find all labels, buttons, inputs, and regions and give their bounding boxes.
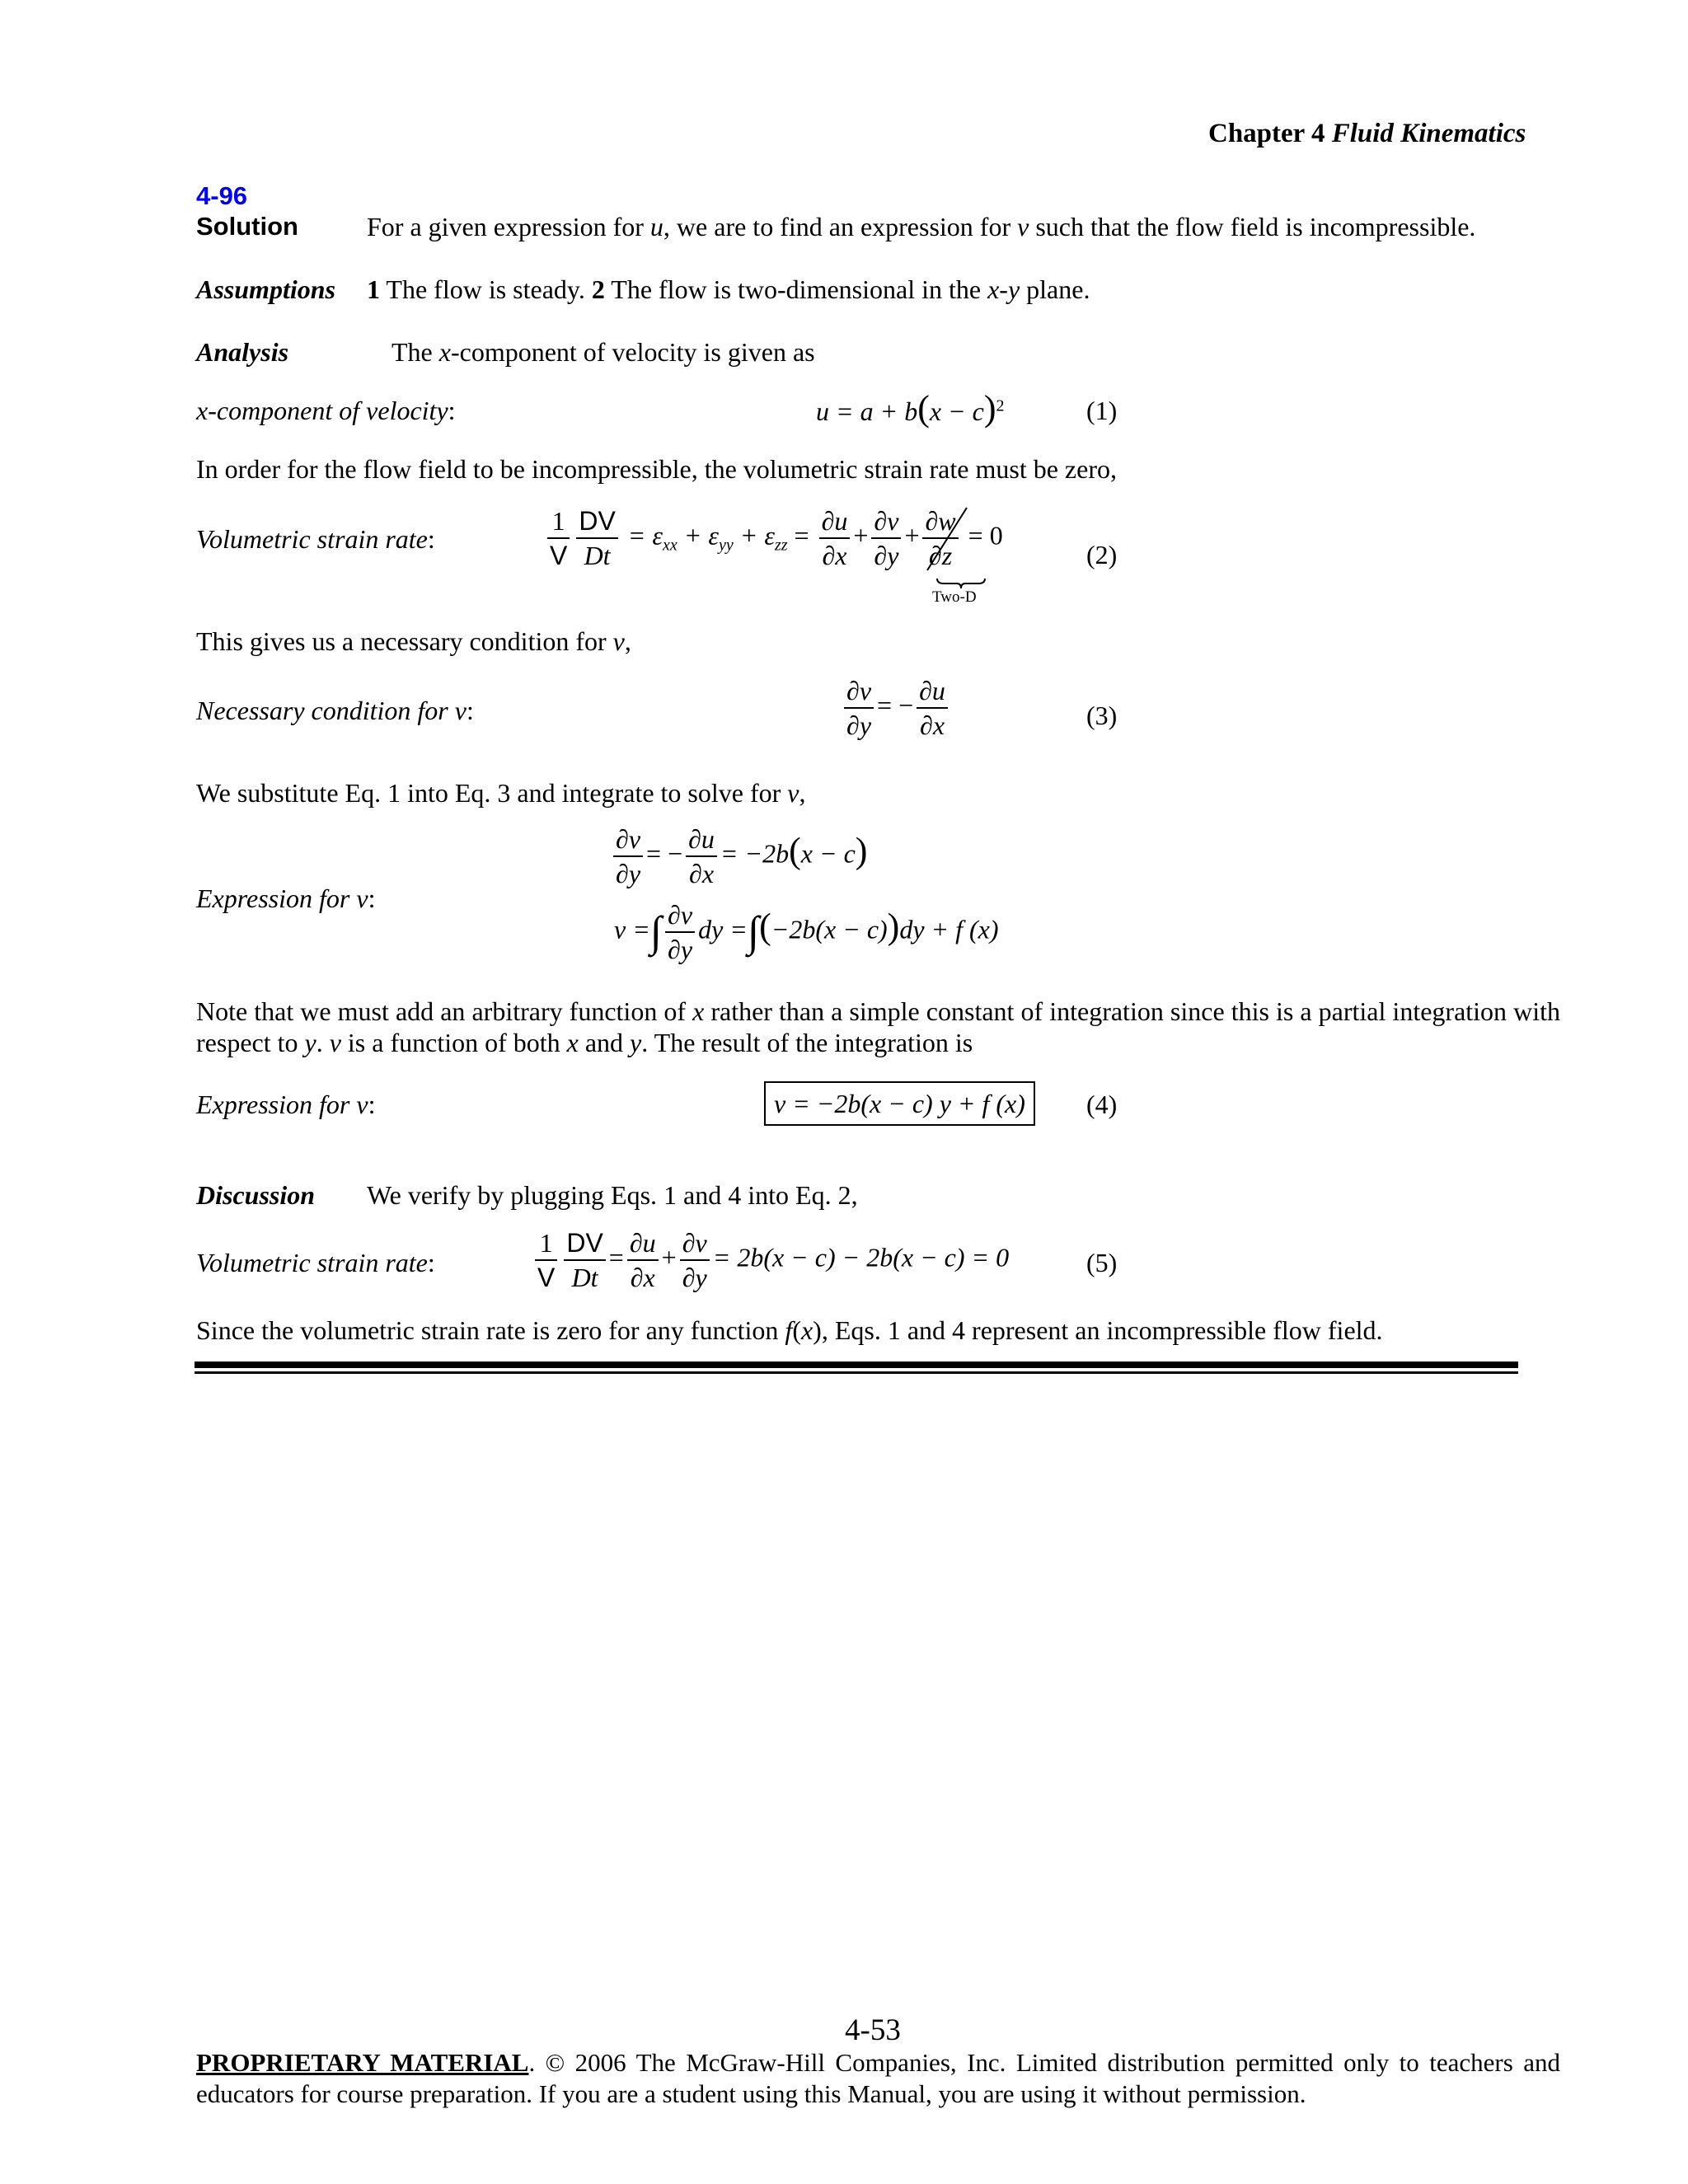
paragraph-incompressible: In order for the flow field to be incompressible, the volumetric strain rate must be zero,: [196, 454, 1117, 484]
proprietary-label: PROPRIETARY MATERIAL: [196, 2048, 529, 2077]
problem-number: 4-96: [196, 181, 248, 210]
equation-1: $u = a + b(x - c)^2$: [816, 388, 1005, 429]
crossed-term: $\frac{\partial w}{\partial z}$: [922, 504, 958, 572]
eq1-label: x-component of velocity:: [196, 396, 456, 425]
eq3-label: Necessary condition for v:: [196, 696, 474, 725]
footer-text: PROPRIETARY MATERIAL. © 2006 The McGraw-Hill Companies, Inc. Limited distribution permitted only to teachers and educators for course preparation. If you are a student using this Manual, you are using it without permission.: [196, 2048, 1560, 2108]
eq4-number: (4): [1086, 1090, 1118, 1119]
boxed-result: v = −2b(x − c) y + f (x): [764, 1081, 1035, 1126]
solution-text: For a given expression for u, we are to find an expression for v such that the flow field is incompressible.: [367, 212, 1476, 241]
expression-line-2: v =∫ $\frac{\partial v}{\partial y}$ dy =∫(−2b(x − c))dy + f (x): [614, 900, 999, 964]
paragraph-note: Note that we must add an arbitrary function of x rather than a simple constant of integration since this is a partial integration with respect to y. v is a function of both x and y. The result of the integration is: [196, 996, 1561, 1057]
assumptions-label: Assumptions: [196, 274, 335, 304]
eq4-label: Expression for v:: [196, 1090, 376, 1119]
eq2-label: Volumetric strain rate:: [196, 524, 435, 554]
analysis-text: The x-component of velocity is given as: [392, 337, 815, 367]
discussion-text: We verify by plugging Eqs. 1 and 4 into Eq. 2,: [367, 1180, 858, 1210]
expr-label: Expression for v:: [196, 883, 376, 913]
paragraph-substitute: We substitute Eq. 1 into Eq. 3 and integrate to solve for v,: [196, 778, 806, 808]
expression-line-1: $\frac{\partial v}{\partial y}$ = − $\frac{\partial u}{\partial x}$ = −2b(x − c): [610, 823, 867, 890]
paragraph-conclusion: Since the volumetric strain rate is zero for any function f(x), Eqs. 1 and 4 represent an incompressible flow field.: [196, 1315, 1383, 1345]
chapter-title: Fluid Kinematics: [1331, 119, 1526, 148]
end-rule-thin: [195, 1371, 1518, 1374]
assumptions-text: 1 The flow is steady. 2 The flow is two-dimensional in the x-y plane.: [367, 274, 1090, 304]
two-d-note: Two-D: [932, 588, 977, 606]
strike-line: [922, 504, 972, 574]
eq1-number: (1): [1086, 396, 1118, 425]
chapter-header: [1208, 119, 1526, 149]
equation-3: $\frac{\partial v}{\partial y}$ = − $\frac{\partial u}{\partial x}$: [841, 674, 951, 742]
eq3-number: (3): [1086, 701, 1118, 730]
discussion-label: Discussion: [196, 1180, 316, 1210]
chapter-prefix: Chapter 4: [1208, 119, 1325, 148]
equation-2: $\frac{1}{V}$ $\frac{DV}{Dt}$ = $\varepsilon_{xx} + \varepsilon_{yy} + \varepsilon_{zz}$ = $\frac{\partial u}{\partial x}$ + $\frac{\partial v}{\partial y}$ + $\frac{\partial w}{\partial z}$ = 0: [544, 504, 1003, 572]
eq2-number: (2): [1086, 540, 1118, 569]
page-number: 4-53: [845, 2013, 901, 2047]
eq5-number: (5): [1086, 1248, 1118, 1277]
eq5-label: Volumetric strain rate:: [196, 1248, 435, 1277]
paragraph-necessary: This gives us a necessary condition for v,: [196, 626, 631, 656]
end-rule-thick: [195, 1361, 1518, 1368]
equation-5: $\frac{1}{V}$ $\frac{DV}{Dt}$ = $\frac{\partial u}{\partial x}$ + $\frac{\partial v}{\partial y}$ = 2b(x − c) − 2b(x − c) = 0: [532, 1226, 1009, 1294]
analysis-label: Analysis: [196, 337, 289, 367]
solution-label: Solution: [196, 212, 298, 241]
